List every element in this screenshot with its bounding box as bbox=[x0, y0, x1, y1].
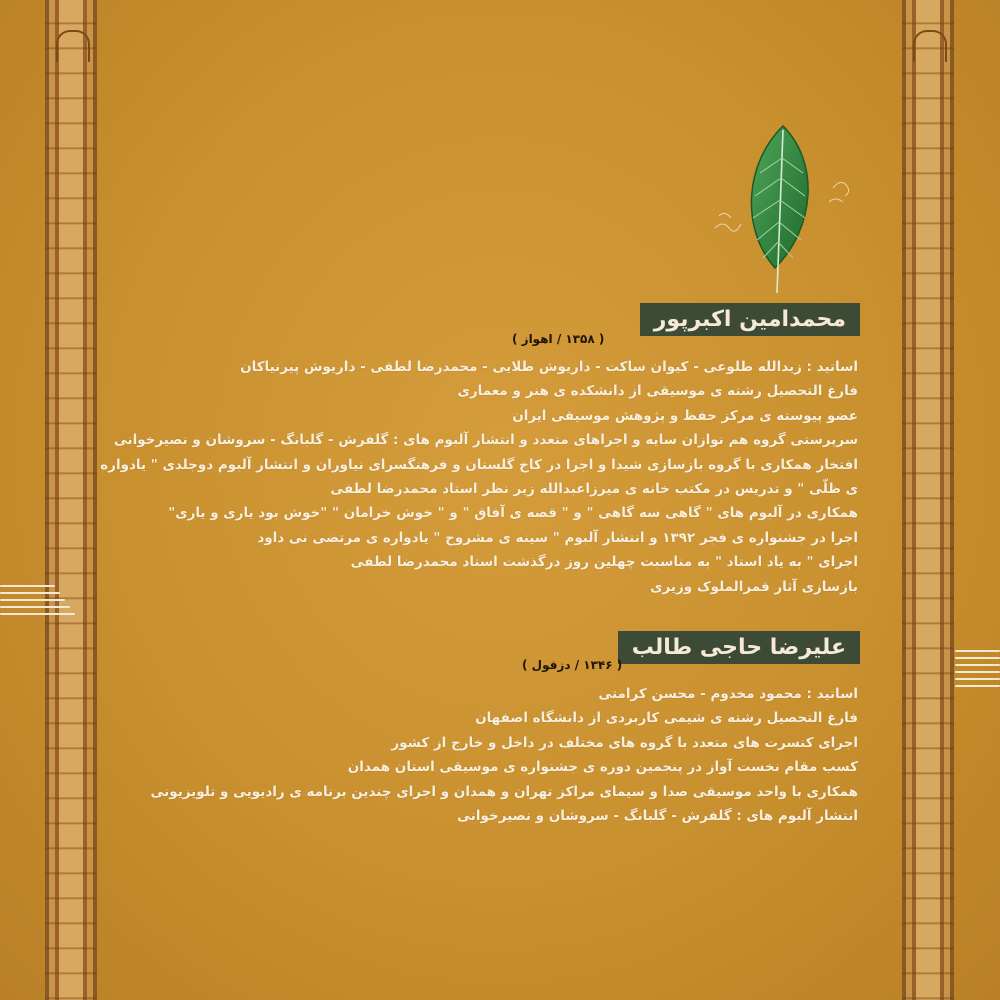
arch-ornament bbox=[56, 30, 90, 62]
bio-line: اجرای کنسرت های متعدد با گروه های مختلف در داخل و خارج از کشور bbox=[391, 734, 858, 751]
bio-line: اجرا در جشنواره ی فجر ۱۳۹۲ و انتشار آلبوم " سینه ی مشروح " یادواره ی مرتضی نی داود bbox=[257, 529, 858, 546]
bio-line: اساتید : محمود مخدوم - محسن کرامتی bbox=[598, 686, 858, 702]
string-lines-decoration bbox=[955, 650, 1000, 692]
artist1-bio bbox=[100, 355, 858, 599]
bio-line: همکاری در آلبوم های " گاهی سه گاهی " و " قصه ی آفاق " و " خوش خرامان " "خوش بود یاری و یاری" bbox=[168, 505, 858, 522]
string-lines-decoration bbox=[0, 585, 80, 620]
bio-line: فارغ التحصیل رشته ی شیمی کاربردی از دانشگاه اصفهان bbox=[475, 710, 858, 727]
artist2-name-heading: علیرضا حاجی طالب bbox=[618, 631, 860, 664]
bio-line: همکاری با واحد موسیقی صدا و سیمای مراکز تهران و همدان و اجرای چندین برنامه ی رادیویی و تلویزیونی bbox=[150, 783, 858, 800]
bio-line: کسب مقام نخست آواز در پنجمین دوره ی جشنواره ی موسیقی استان همدان bbox=[347, 759, 858, 776]
bio-line: ی ظلّی " و تدریس در مکتب خانه ی میرزاعبدالله زیر نظر استاد محمدرضا لطفی bbox=[330, 481, 858, 498]
artist2-bio bbox=[138, 682, 858, 828]
bio-line: اجرای " به یاد استاد " به مناسبت چهلین روز درگذشت استاد محمدرضا لطفی bbox=[350, 554, 858, 571]
bio-line: فارغ التحصیل رشته ی موسیقی از دانشکده ی هنر و معماری bbox=[457, 383, 858, 400]
artist2-birth-info: ( ۱۳۴۶ / دزفول ) bbox=[522, 658, 623, 672]
bio-line: عضو پیوسته ی مرکز حفظ و پژوهش موسیقی ایران bbox=[512, 407, 858, 424]
right-decorative-border bbox=[902, 0, 954, 1000]
bio-line: سرپرستی گروه هم نوازان سایه و اجراهای متعدد و انتشار آلبوم های : گلفرش - گلبانگ - سروشان و نصیرخوانی bbox=[113, 432, 858, 449]
bio-line: اساتید : زیدالله طلوعی - کیوان ساکت - داریوش طلایی - محمدرضا لطفی - داریوش پیرنیاکان bbox=[240, 359, 858, 375]
artist1-birth-info: ( ۱۳۵۸ / اهواز ) bbox=[512, 332, 605, 346]
bio-line: انتشار آلبوم های : گلفرش - گلبانگ - سروشان و نصیرخوانی bbox=[457, 808, 858, 825]
bio-line: افتخار همکاری با گروه بازسازی شیدا و اجرا در کاخ گلستان و فرهنگسرای نیاوران و انتشار آلبوم دوجلدی " یادواره bbox=[100, 456, 858, 473]
artist1-name-heading: محمدامین اکبرپور bbox=[640, 303, 860, 336]
left-decorative-border bbox=[45, 0, 97, 1000]
green-leaf-icon bbox=[705, 118, 855, 298]
bio-line: بازسازی آثار قمرالملوک وزیری bbox=[650, 578, 858, 595]
arch-ornament bbox=[913, 30, 947, 62]
